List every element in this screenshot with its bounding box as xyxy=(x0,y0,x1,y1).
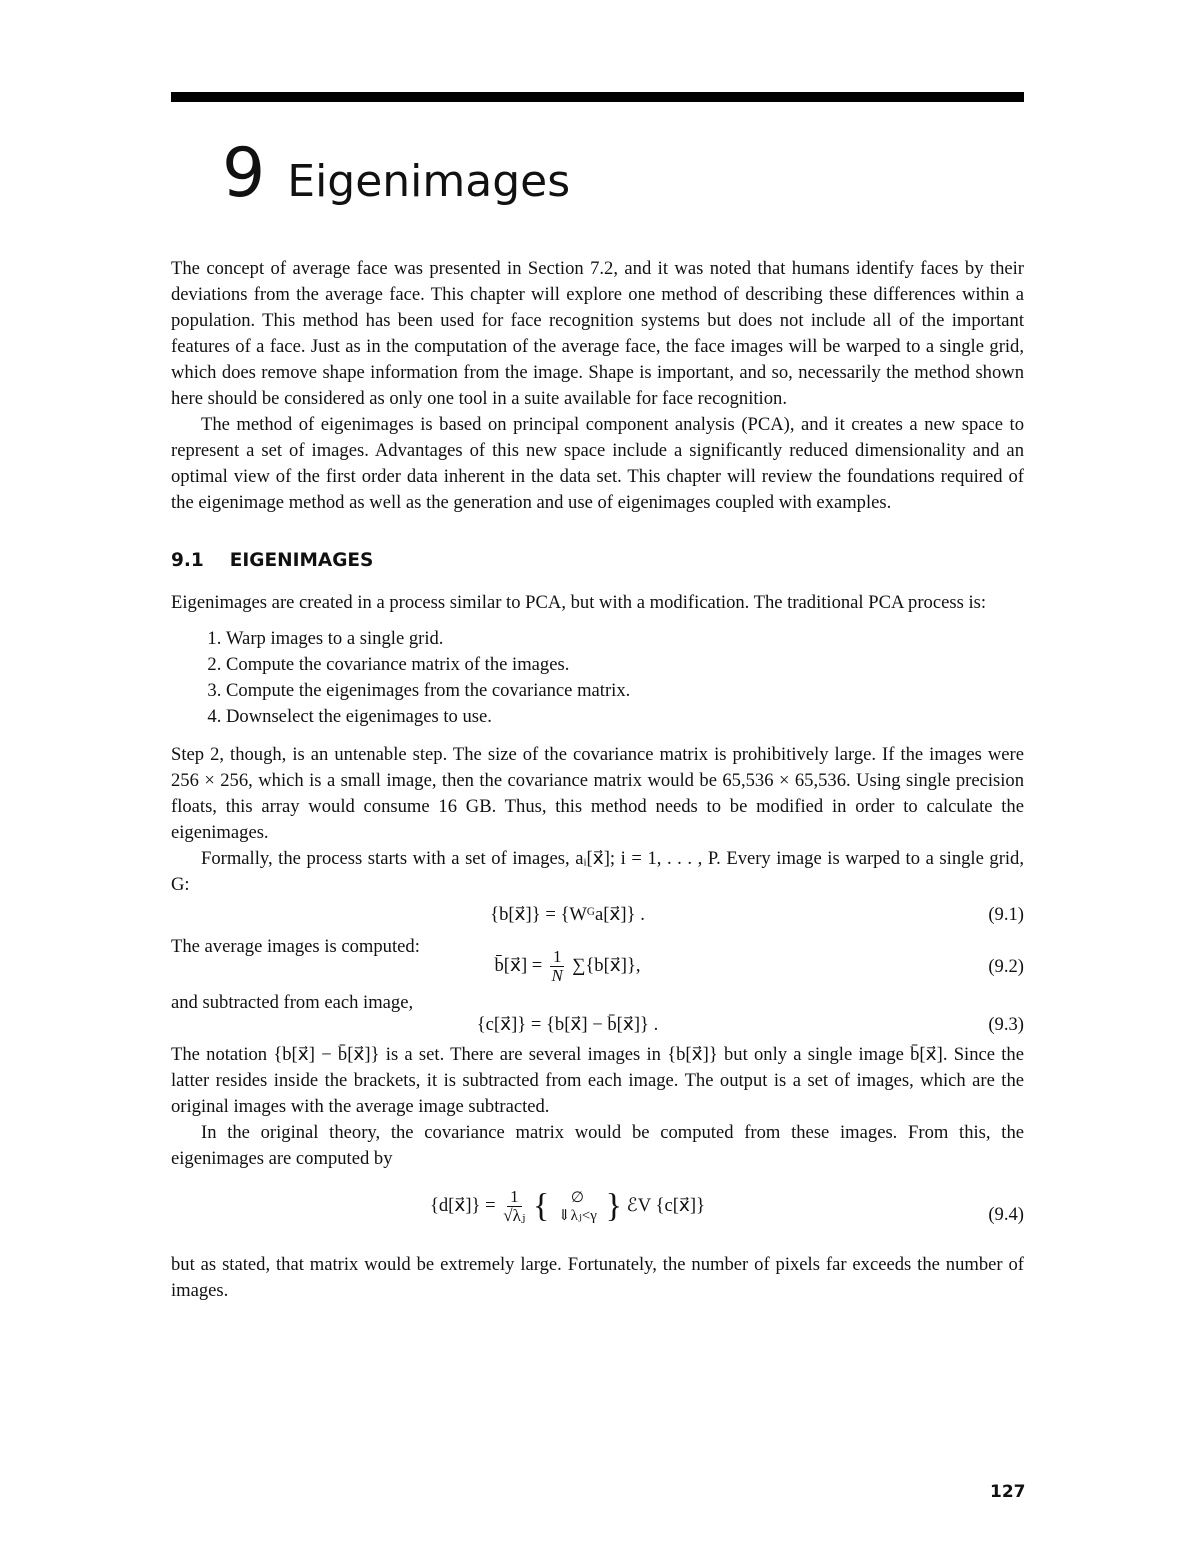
section-number: 9.1 xyxy=(171,550,204,571)
equation-body: {c[x⃗]} = {b[x⃗] − b̄[x⃗]} . xyxy=(476,1014,659,1035)
fraction-denominator: √λⱼ xyxy=(503,1206,526,1225)
section-paragraph-1: Eigenimages are created in a process similar to PCA, but with a modification. The traditional PCA process is: xyxy=(171,592,987,613)
chapter-top-rule xyxy=(171,92,1024,102)
fraction xyxy=(550,948,565,985)
equation-lead-text: and subtracted from each image, xyxy=(171,992,414,1013)
section-paragraph-2: Step 2, though, is an untenable step. The size of the covariance matrix is prohibitively large. If the images were 256 × 256, which is a small image, then the covariance matrix would be 65,536 × 65,536. Using single precision floats, this array would consume 16 GB. Thus, this method needs to be modified in order to calculate the eigenimages. xyxy=(171,744,1024,843)
operator-stack xyxy=(558,1189,597,1225)
equation-9-2 xyxy=(171,934,1024,990)
equation-lhs: b̄[x⃗] = xyxy=(494,954,543,976)
intro-paragraph-2: The method of eigenimages is based on principal component analysis (PCA), and it creates a new space to represent a set of images. Advantages of this new space include a significantly reduced dimensionality and an optimal view of the first order data inherent in the data set. This chapter will review the foundations required of the eigenimage method as well as the generation and use of eigenimages coupled with examples. xyxy=(171,414,1024,513)
fraction-numerator: 1 xyxy=(507,1188,522,1207)
section-paragraph-7: In the original theory, the covariance matrix would be computed from these images. From this, the eigenimages are computed by xyxy=(171,1122,1024,1169)
equation-number: (9.3) xyxy=(988,1014,1024,1035)
chapter-title: Eigenimages xyxy=(287,156,571,207)
operator-bottom: ⇓λⱼ<γ xyxy=(558,1207,597,1224)
equation-number: (9.1) xyxy=(988,904,1024,925)
page-number: 127 xyxy=(990,1482,1026,1502)
equation-9-3 xyxy=(171,990,1024,1042)
fraction-numerator: 1 xyxy=(550,948,565,967)
equation-number: (9.2) xyxy=(988,956,1024,977)
section-paragraph-8: but as stated, that matrix would be extremely large. Fortunately, the number of pixels far exceeds the number of images. xyxy=(171,1254,1024,1301)
equation-number: (9.4) xyxy=(988,1204,1024,1225)
equation-lhs: {d[x⃗]} = xyxy=(429,1194,496,1216)
chapter-number: 9 xyxy=(222,134,266,213)
pca-steps-list xyxy=(171,626,1024,730)
chapter-heading xyxy=(222,134,571,213)
equation-9-4 xyxy=(171,1182,1024,1246)
fraction xyxy=(503,1188,525,1225)
equation-body xyxy=(171,948,964,985)
section-paragraph-3: Formally, the process starts with a set of images, aᵢ[x⃗]; i = 1, . . . , P. Every image is warped to a single grid, G: xyxy=(171,848,1024,895)
close-brace: } xyxy=(605,1187,622,1225)
section-paragraph-6: The notation {b[x⃗] − b̄[x⃗]} is a set. There are several images in {b[x⃗]} but only a single image b̄[x⃗]. Since the latter resides inside the brackets, it is subtracted from each image. The output is a set of images, which are the original images with the average image subtracted. xyxy=(171,1044,1024,1117)
list-item: 1. Warp images to a single grid. xyxy=(226,626,1024,652)
page-content xyxy=(171,256,1024,1304)
open-brace: { xyxy=(533,1187,550,1225)
equation-9-1 xyxy=(171,898,1024,934)
operator-top: ∅ xyxy=(570,1189,584,1206)
section-heading xyxy=(171,550,1024,572)
list-item: 4. Downselect the eigenimages to use. xyxy=(226,704,1024,730)
equation-rhs: ∑{b[x⃗]}, xyxy=(572,954,641,976)
section-title: EIGENIMAGES xyxy=(229,550,374,571)
fraction-denominator: N xyxy=(551,966,563,985)
equation-rhs: ℰV {c[x⃗]} xyxy=(626,1194,706,1216)
list-item: 2. Compute the covariance matrix of the images. xyxy=(226,652,1024,678)
list-item: 3. Compute the eigenimages from the covariance matrix. xyxy=(226,678,1024,704)
equation-body: {b[x⃗]} = {Wᴳa[x⃗]} . xyxy=(490,904,645,925)
equation-body xyxy=(171,1188,964,1225)
equation-lead-text: The average images is computed: xyxy=(171,936,420,957)
intro-paragraph-1: The concept of average face was presented in Section 7.2, and it was noted that humans identify faces by their deviations from the average face. This chapter will explore one method of describing these differences within a population. This method has been used for face recognition systems but does not include all of the important features of a face. Just as in the computation of the average face, the face images will be warped to a single grid, which does remove shape information from the image. Shape is important, and so, necessarily the method shown here should be considered as only one tool in a suite available for face recognition. xyxy=(171,258,1024,409)
